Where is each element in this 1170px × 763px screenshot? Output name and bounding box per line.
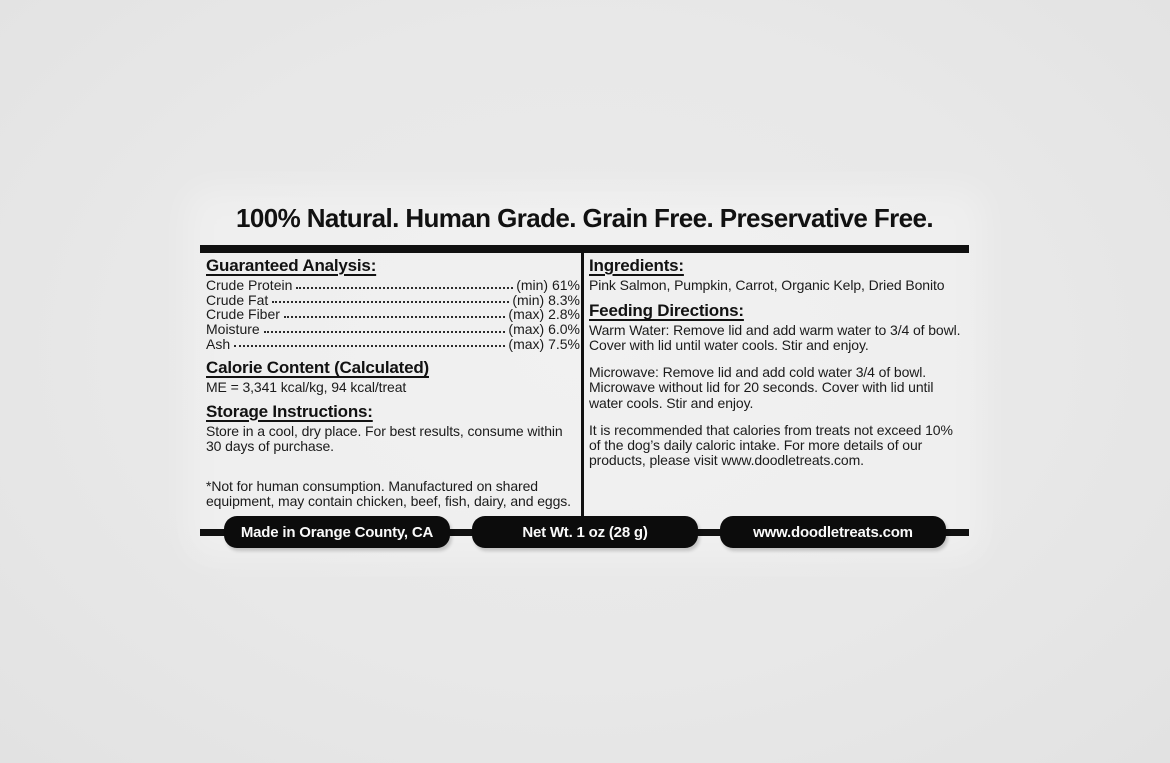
nutrient-name: Crude Fiber [206, 306, 280, 323]
nutrient-value: (max) 6.0% [508, 321, 580, 338]
dotted-leader [284, 316, 506, 318]
analysis-row [206, 278, 580, 293]
calorie-content-heading: Calorie Content (Calculated) [206, 358, 429, 378]
analysis-row [206, 293, 580, 308]
dotted-leader [234, 345, 505, 347]
nutrient-name: Ash [206, 335, 231, 352]
website-badge: www.doodletreats.com [720, 516, 946, 548]
dotted-leader [296, 287, 513, 289]
analysis-row [206, 322, 580, 337]
footer-badges-row [200, 516, 969, 550]
product-label [200, 203, 969, 553]
dotted-leader [264, 331, 506, 333]
analysis-row [206, 337, 580, 352]
nutrient-name: Crude Protein [206, 277, 293, 293]
nutrient-name: Crude Fat [206, 291, 269, 308]
feeding-warm-water-text: Warm Water: Remove lid and add warm water to 3/4 of bowl. Cover with lid until water cools. Stir and enjoy. [589, 322, 961, 354]
label-columns [200, 253, 969, 520]
top-divider-bar [200, 245, 969, 253]
nutrient-value: (max) 2.8% [508, 306, 580, 323]
guaranteed-analysis-heading: Guaranteed Analysis: [206, 256, 377, 275]
right-column [584, 253, 969, 520]
feeding-microwave-text: Microwave: Remove lid and add cold water 3/4 of bowl. Microwave without lid for 20 seconds. Cover with lid until water cools. Stir and enjoy. [589, 364, 934, 411]
dotted-leader [272, 301, 509, 303]
nutrient-value: (min) 61% [516, 277, 580, 293]
calorie-content-text: ME = 3,341 kcal/kg, 94 kcal/treat [206, 379, 407, 396]
ingredients-text: Pink Salmon, Pumpkin, Carrot, Organic Kelp, Dried Bonito [589, 277, 945, 293]
nutrient-name: Moisture [206, 321, 260, 338]
analysis-row [206, 307, 580, 322]
feeding-recommendation-text: It is recommended that calories from treats not exceed 10% of the dog’s daily caloric intake. For more details of our products, please visit www.doodletreats.com. [589, 421, 953, 468]
label-title: 100% Natural. Human Grade. Grain Free. Preservative Free. [235, 203, 934, 233]
made-in-badge: Made in Orange County, CA [224, 516, 450, 548]
net-weight-badge: Net Wt. 1 oz (28 g) [472, 516, 698, 548]
disclaimer-text: *Not for human consumption. Manufactured on shared equipment, may contain chicken, beef, fish, dairy, and eggs. [206, 477, 571, 509]
storage-instructions-heading: Storage Instructions: [206, 401, 373, 421]
left-column [200, 253, 584, 520]
ingredients-heading: Ingredients: [589, 256, 684, 275]
storage-instructions-text: Store in a cool, dry place. For best results, consume within 30 days of purchase. [206, 422, 563, 454]
guaranteed-analysis-table [206, 278, 580, 351]
nutrient-value: (max) 7.5% [508, 335, 580, 352]
feeding-directions-heading: Feeding Directions: [589, 301, 744, 321]
nutrient-value: (min) 8.3% [512, 291, 580, 308]
